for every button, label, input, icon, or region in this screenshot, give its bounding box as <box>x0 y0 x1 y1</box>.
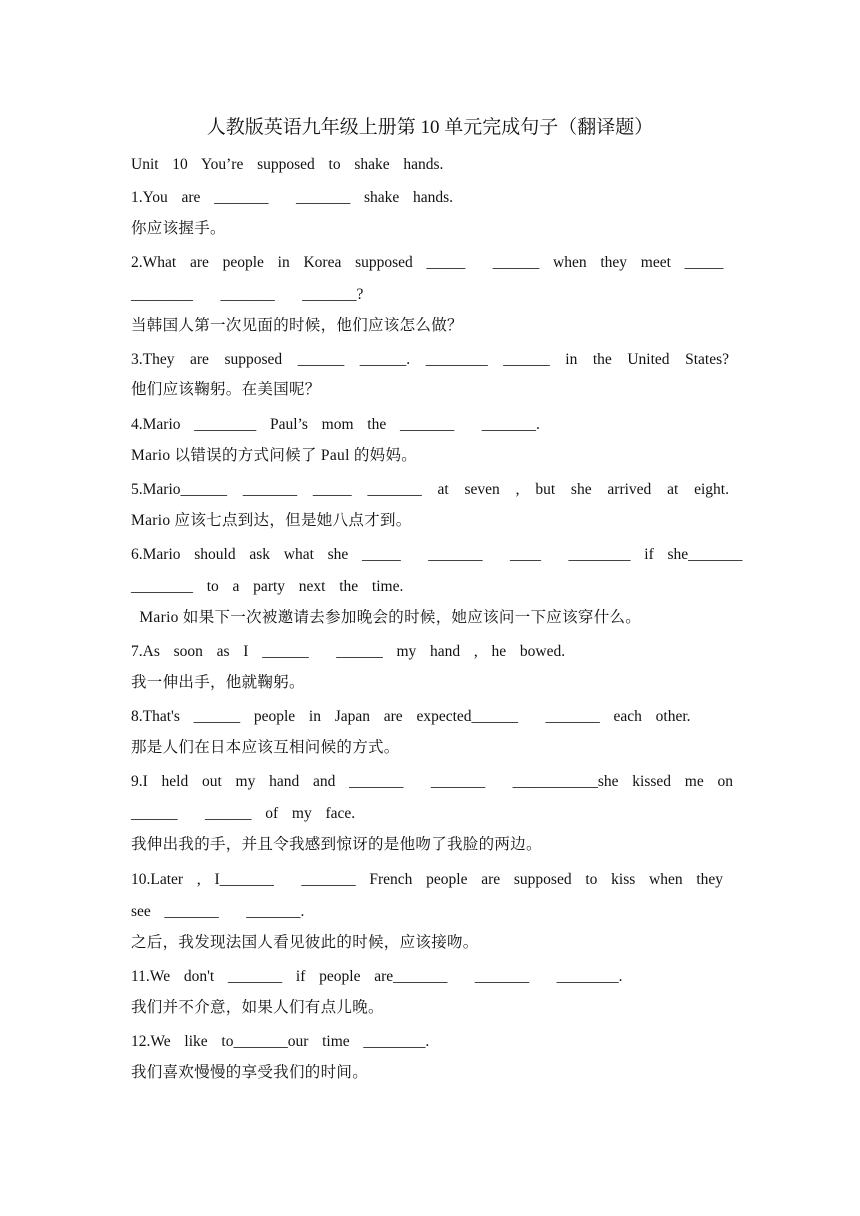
question-5-chinese: Mario 应该七点到达，但是她八点才到。 <box>131 512 412 529</box>
question-1-english: 1.You are _______ _______ shake hands. <box>131 189 454 206</box>
question-1-chinese: 你应该握手。 <box>131 220 226 237</box>
question-9-english-line-2: ______ ______ of my face. <box>131 805 356 822</box>
question-7-chinese: 我一伸出手，他就鞠躬。 <box>131 674 305 691</box>
question-12-english: 12.We like to_______our time ________. <box>131 1033 430 1050</box>
page-title: 人教版英语九年级上册第 10 单元完成句子（翻译题） <box>206 117 654 138</box>
unit-line: Unit 10 You’re supposed to shake hands. <box>131 156 444 173</box>
question-5-english: 5.Mario______ _______ _____ _______ at seven , but she arrived at eight. <box>131 481 729 498</box>
question-2-english-line-1: 2.What are people in Korea supposed _____ ______ when they meet _____ <box>131 254 724 271</box>
question-7-english: 7.As soon as I ______ ______ my hand , he bowed. <box>131 643 566 660</box>
question-4-chinese: Mario 以错误的方式问候了 Paul 的妈妈。 <box>131 447 418 464</box>
question-6-english-line-1: 6.Mario should ask what she _____ _______ ____ ________ if she_______ <box>131 546 743 563</box>
question-10-chinese: 之后，我发现法国人看见彼此的时候，应该接吻。 <box>131 934 479 951</box>
question-10-english-line-2: see _______ _______. <box>131 903 305 920</box>
question-3-chinese: 他们应该鞠躬。在美国呢？ <box>131 381 321 398</box>
question-11-english: 11.We don't _______ if people are_______ _______ ________. <box>131 968 623 985</box>
question-8-english: 8.That's ______ people in Japan are expected______ _______ each other. <box>131 708 691 725</box>
question-9-chinese: 我伸出我的手，并且令我感到惊讶的是他吻了我脸的两边。 <box>131 836 542 853</box>
question-2-english-line-2: ________ _______ _______? <box>131 286 364 303</box>
question-11-chinese: 我们并不介意，如果人们有点儿晚。 <box>131 999 384 1016</box>
question-3-english: 3.They are supposed ______ ______. ________ ______ in the United States? <box>131 351 729 368</box>
question-6-english-line-2: ________ to a party next the time. <box>131 578 404 595</box>
question-6-chinese: Mario 如果下一次被邀请去参加晚会的时候，她应该问一下应该穿什么。 <box>131 609 642 626</box>
question-8-chinese: 那是人们在日本应该互相问候的方式。 <box>131 739 400 756</box>
question-10-english-line-1: 10.Later , I_______ _______ French people are supposed to kiss when they <box>131 871 724 888</box>
question-12-chinese: 我们喜欢慢慢的享受我们的时间。 <box>131 1064 369 1081</box>
question-2-chinese: 当韩国人第一次见面的时候，他们应该怎么做？ <box>131 317 463 334</box>
question-9-english-line-1: 9.I held out my hand and _______ _______ ___________she kissed me on <box>131 773 733 790</box>
question-4-english: 4.Mario ________ Paul’s mom the _______ _______. <box>131 416 540 433</box>
